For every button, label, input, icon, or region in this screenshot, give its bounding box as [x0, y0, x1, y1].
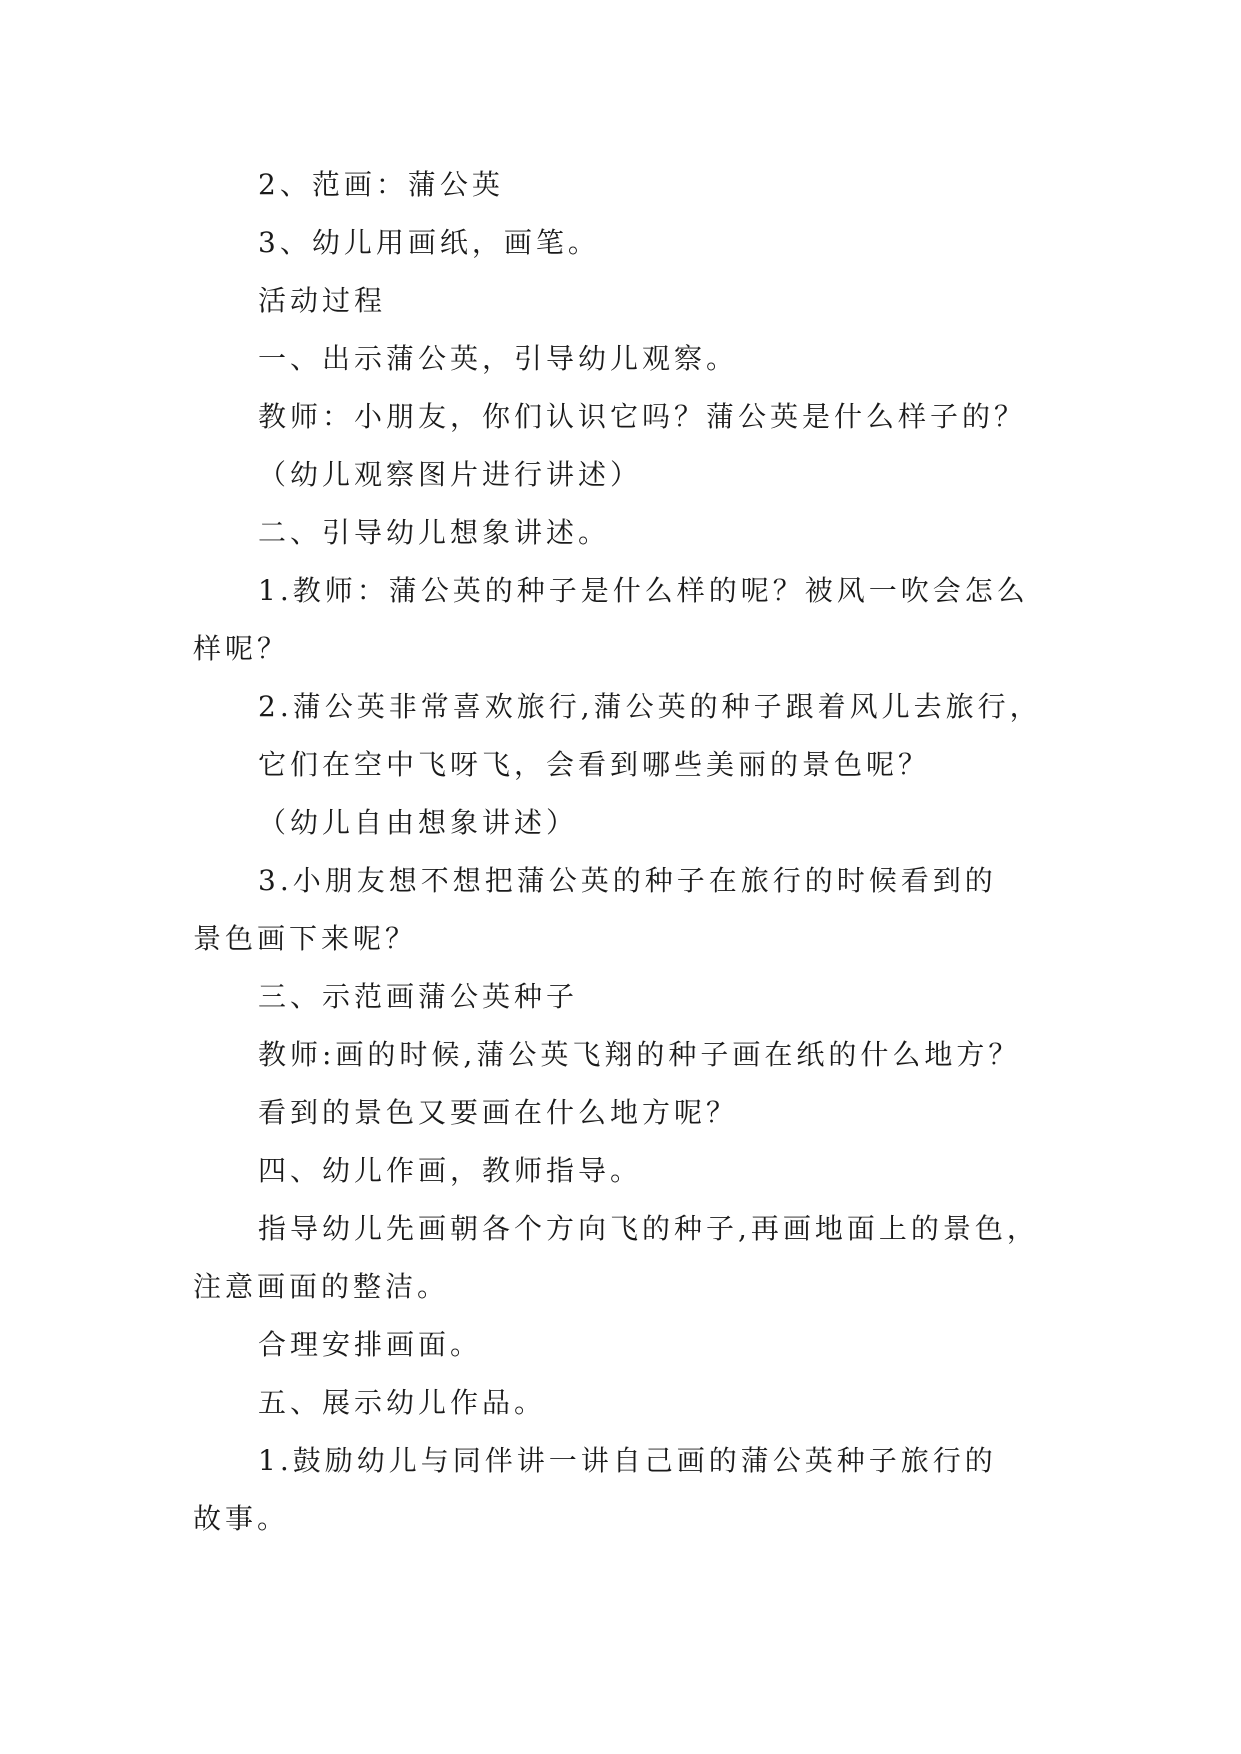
text-line: 它们在空中飞呀飞，会看到哪些美丽的景色呢？	[258, 748, 931, 781]
text-line: 1.鼓励幼儿与同伴讲一讲自己画的蒲公英种子旅行的	[258, 1444, 997, 1477]
text-line: 合理安排画面。	[258, 1328, 483, 1361]
text-line: 指导幼儿先画朝各个方向飞的种子,再画地面上的景色，	[258, 1212, 1039, 1245]
section-heading: 活动过程	[258, 284, 387, 317]
section-heading: 五、展示幼儿作品。	[258, 1386, 547, 1419]
text-line: 注意画面的整洁。	[193, 1270, 450, 1303]
text-line: 1.教师：蒲公英的种子是什么样的呢？被风一吹会怎么	[258, 574, 1029, 607]
section-heading: 三、示范画蒲公英种子	[258, 980, 579, 1013]
text-line: 3.小朋友想不想把蒲公英的种子在旅行的时候看到的	[258, 864, 997, 897]
text-line: 2、范画：蒲公英	[258, 168, 504, 201]
text-line: 看到的景色又要画在什么地方呢？	[258, 1096, 739, 1129]
section-heading: 四、幼儿作画，教师指导。	[258, 1154, 643, 1187]
text-line: （幼儿观察图片进行讲述）	[258, 458, 643, 491]
text-line: 故事。	[193, 1502, 290, 1535]
text-line: 3、幼儿用画纸，画笔。	[258, 226, 600, 259]
section-heading: 二、引导幼儿想象讲述。	[258, 516, 611, 549]
text-line: 教师：小朋友，你们认识它吗？蒲公英是什么样子的？	[258, 400, 1027, 433]
text-line: （幼儿自由想象讲述）	[258, 806, 579, 839]
text-line: 景色画下来呢？	[193, 922, 418, 955]
text-line: 样呢？	[193, 632, 290, 665]
section-heading: 一、出示蒲公英，引导幼儿观察。	[258, 342, 739, 375]
text-line: 教师:画的时候,蒲公英飞翔的种子画在纸的什么地方？	[258, 1038, 1021, 1071]
text-line: 2.蒲公英非常喜欢旅行,蒲公英的种子跟着风儿去旅行，	[258, 690, 1042, 723]
